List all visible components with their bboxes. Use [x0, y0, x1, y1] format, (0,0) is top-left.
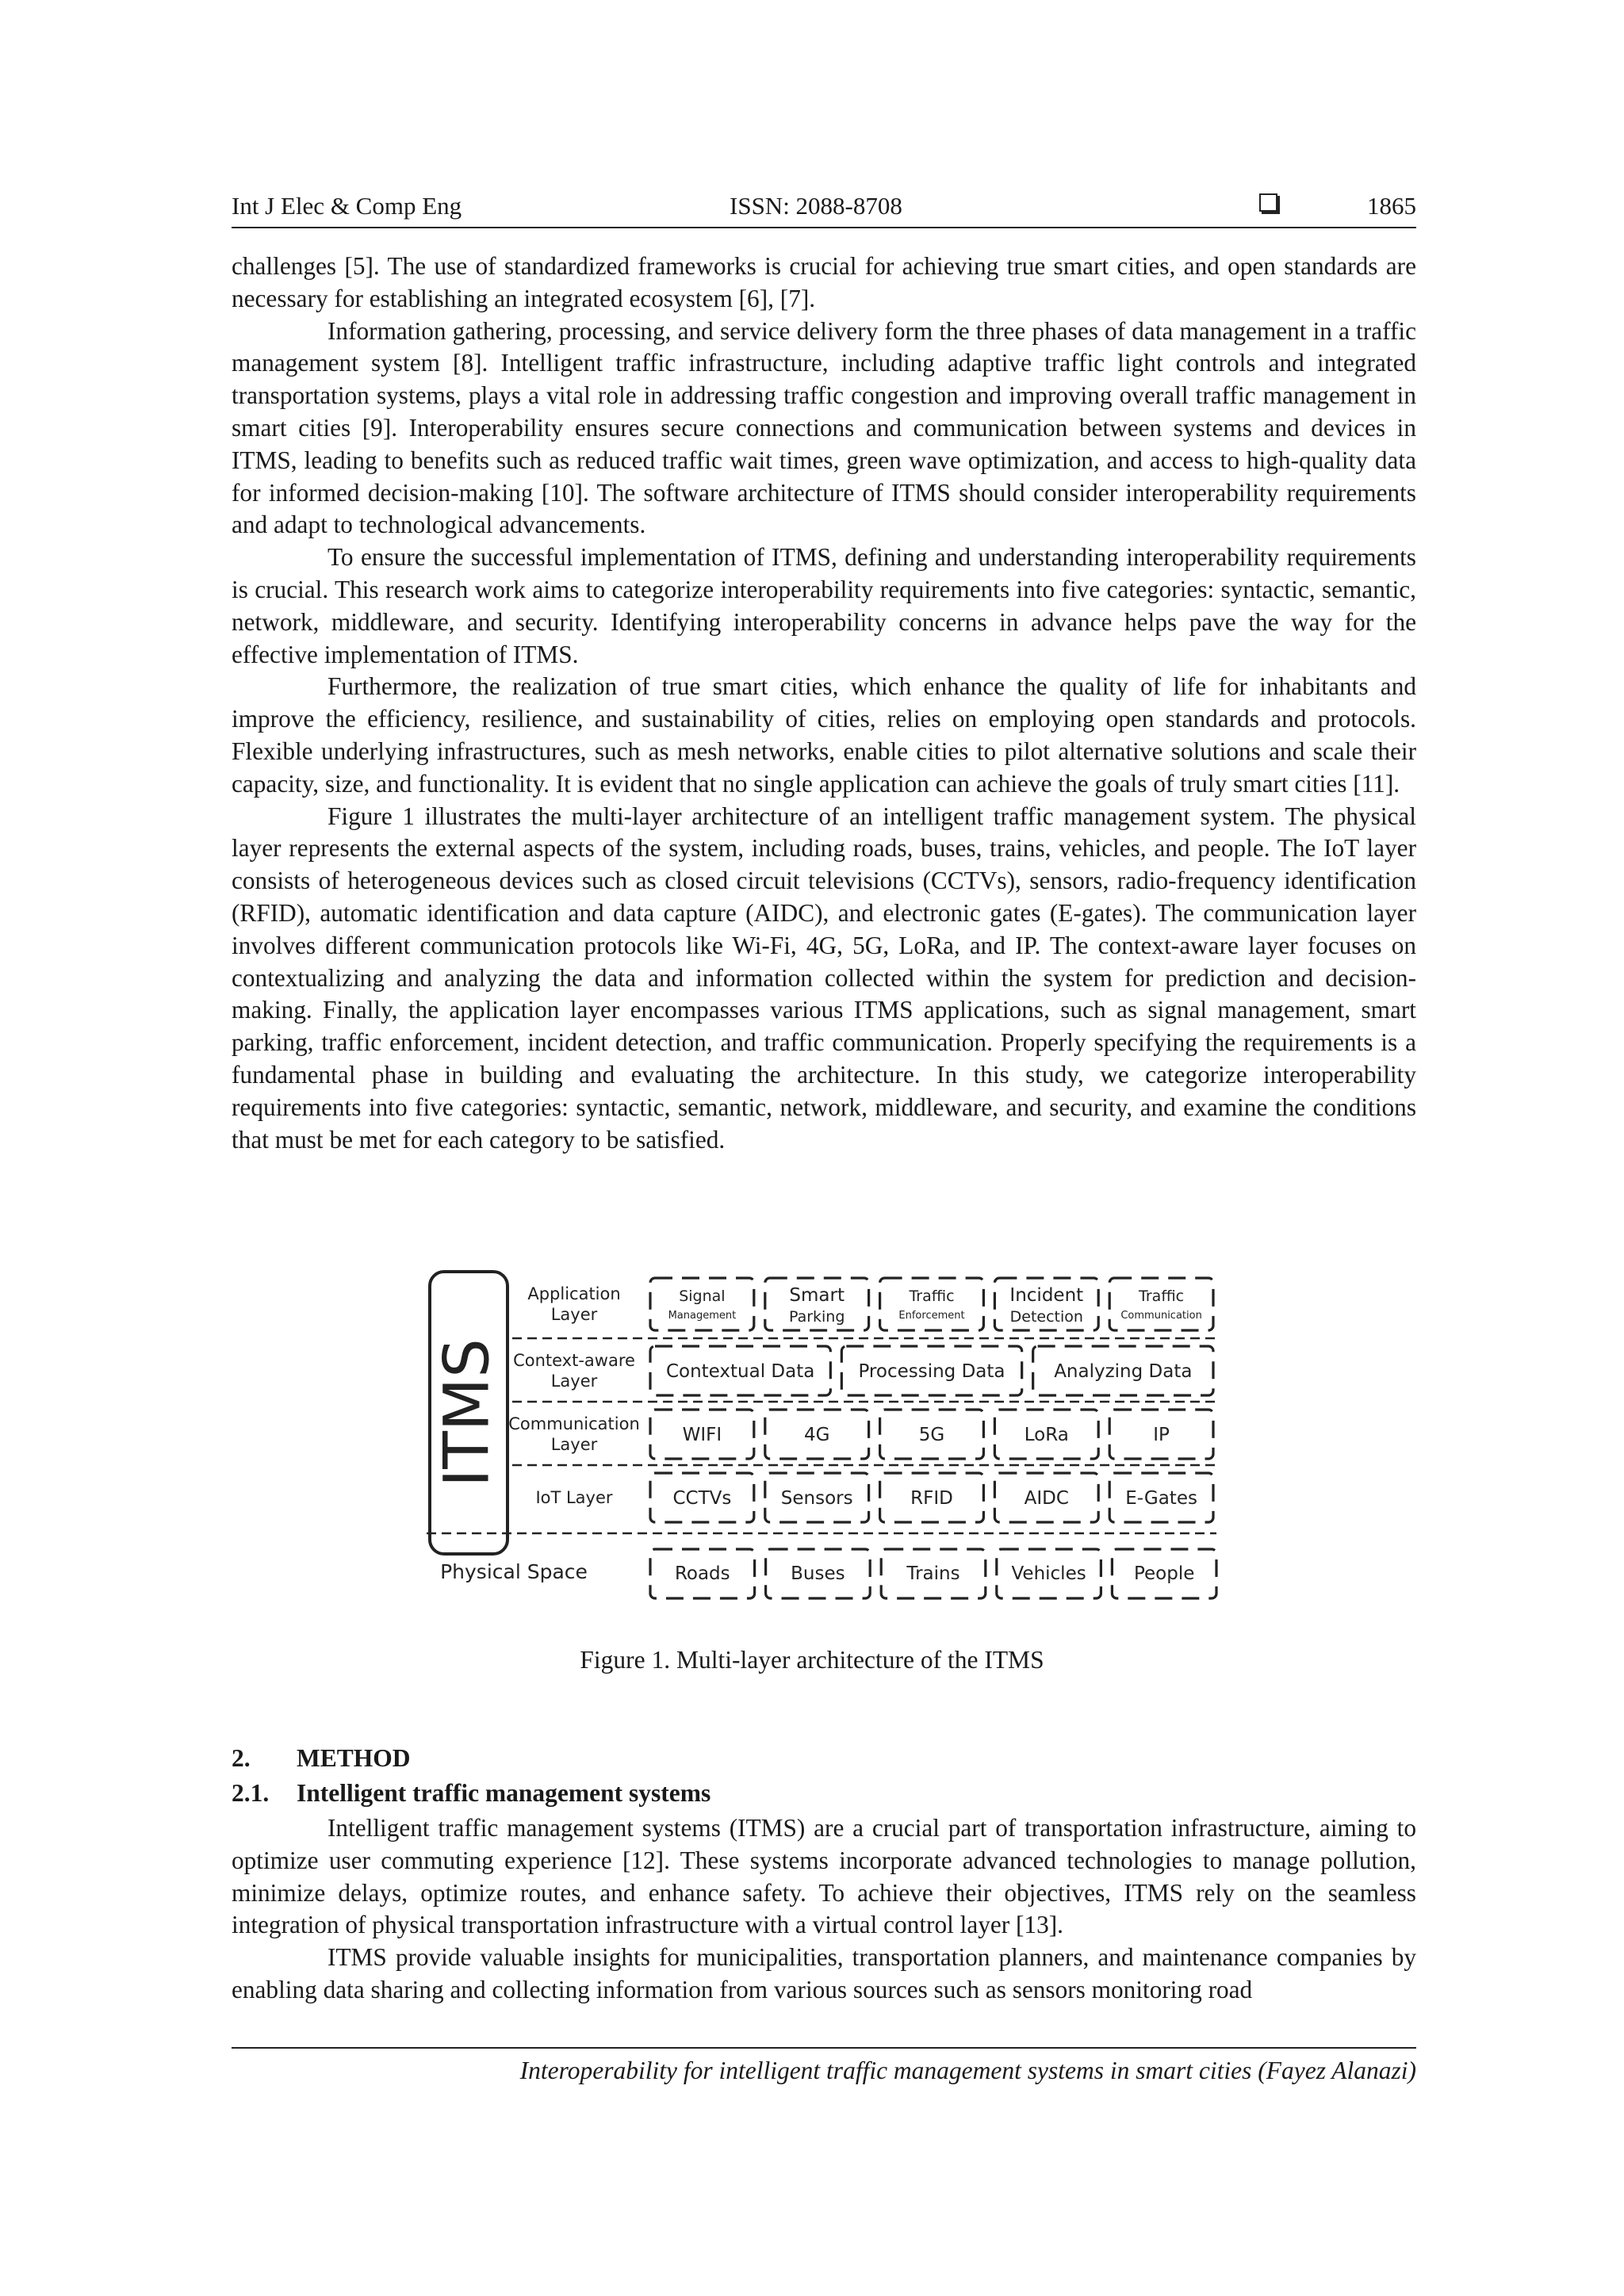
layer-name-line: Context-aware — [513, 1351, 635, 1370]
subsection-number: 2.1. — [232, 1779, 270, 1807]
layer-name-line: Application — [527, 1284, 621, 1303]
box-label — [804, 1425, 829, 1445]
paragraph: To ensure the successful implementation of ITMS, defining and understanding interoperability requirements is crucial. This research work aims to categorize interoperability requirements into five categories: syntactic, semantic, network, middleware, and security. Identifying interoperability concerns in advance helps pave the way for the effective implementation of ITMS. — [232, 543, 1416, 668]
box-label — [858, 1361, 1005, 1382]
box-label-line: E-Gates — [1125, 1488, 1197, 1509]
box-label — [668, 1288, 737, 1322]
architecture-figure — [427, 1269, 1220, 1633]
paragraph: ITMS provide valuable insights for municipalities, transportation planners, and maintenance companies by enabling data sharing and collecting information from various sources such as sensors monitoring road — [232, 1943, 1416, 2003]
physical-space-label: Physical Space — [440, 1560, 588, 1583]
box-label-line: Detection — [1009, 1308, 1083, 1326]
box-label — [1025, 1425, 1069, 1445]
box-label-line: Parking — [788, 1308, 845, 1326]
box-label-line: CCTVs — [672, 1488, 732, 1509]
layer-name — [508, 1414, 640, 1454]
layer-name-line: Layer — [550, 1435, 598, 1454]
box-label — [1025, 1488, 1069, 1509]
box-label-line: IP — [1153, 1425, 1170, 1445]
box-label-line: 4G — [803, 1425, 830, 1445]
layer-name-line: IoT Layer — [535, 1488, 613, 1507]
box-label-line: Processing Data — [858, 1361, 1005, 1382]
body-text-top — [232, 251, 1416, 1156]
box-label-line: 5G — [918, 1425, 945, 1445]
box-label-line: Smart — [789, 1285, 845, 1306]
box-label-line: Management — [668, 1310, 737, 1322]
box-label-line: RFID — [910, 1488, 953, 1509]
box-label-line: Enforcement — [898, 1310, 965, 1322]
subsection-title: Intelligent traffic management systems — [297, 1779, 711, 1807]
itms-label: ITMS — [431, 1338, 504, 1487]
paragraph: challenges [5]. The use of standardized frameworks is crucial for achieving true smart cities, and open standards are necessary for establishing an integrated ecosystem [6], [7]. — [232, 252, 1416, 312]
layer-name — [527, 1284, 620, 1324]
box-label — [919, 1425, 944, 1445]
section-title: METHOD — [297, 1744, 411, 1772]
box-label-line: Analyzing Data — [1054, 1361, 1193, 1382]
footer-rule — [232, 2047, 1416, 2049]
box-label-line: WIFI — [682, 1425, 722, 1445]
box-label — [789, 1285, 845, 1326]
box-label — [1120, 1288, 1201, 1322]
box-label — [666, 1361, 814, 1382]
itms-diagram — [427, 1269, 1220, 1633]
box-label-line: Sensors — [780, 1488, 853, 1509]
box-label-line: Traffic — [1139, 1288, 1185, 1305]
physical-item-label: Buses — [791, 1563, 845, 1584]
box-label-line: Signal — [679, 1288, 726, 1305]
box-label — [1153, 1425, 1170, 1445]
body-text-bottom — [232, 1812, 1416, 2007]
layer-name-line: Layer — [550, 1372, 598, 1391]
box-label-line: AIDC — [1024, 1488, 1069, 1509]
box-label — [1125, 1488, 1197, 1509]
box-label-line: Communication — [1120, 1310, 1202, 1322]
layer-grid — [427, 1278, 1216, 1598]
issn: ISSN: 2088-8708 — [730, 192, 902, 220]
running-footer: Interoperability for intelligent traffic management systems in smart cities (Fayez Alanazi) — [519, 2057, 1416, 2084]
layer-name-line: Layer — [550, 1305, 598, 1324]
page-number: 1865 — [1367, 192, 1416, 220]
box-label-line: Incident — [1009, 1285, 1084, 1306]
journal-name: Int J Elec & Comp Eng — [232, 192, 462, 220]
physical-item-label: People — [1133, 1563, 1195, 1584]
box-label-line: Contextual Data — [665, 1361, 815, 1382]
physical-item-label: Trains — [906, 1563, 960, 1584]
box-label — [898, 1288, 964, 1322]
physical-item-label: Vehicles — [1011, 1563, 1086, 1584]
section-heading — [232, 1744, 411, 1773]
paragraph: Information gathering, processing, and service delivery form the three phases of data management in a traffic management system [8]. Intelligent traffic infrastructure, including adaptive traffic light controls and integrated transportation systems, plays a vital role in addressing traffic congestion and improving overall traffic management in smart cities [9]. Interoperability ensures secure connections and communication between systems and devices in ITMS, leading to benefits such as reduced traffic wait times, green wave optimization, and access to high-quality data for informed decision-making [10]. The software architecture of ITMS should consider interoperability requirements and adapt to technological advancements. — [232, 316, 1416, 539]
paragraph: Intelligent traffic management systems (ITMS) are a crucial part of transportation infrastructure, aiming to optimize user commuting experience [12]. These systems incorporate advanced technologies to manage pollution, minimize delays, optimize routes, and enhance safety. To achieve their objectives, ITMS rely on the seamless integration of physical transportation infrastructure with a virtual control layer [13]. — [232, 1814, 1416, 1939]
box-label — [683, 1425, 722, 1445]
paragraph: Furthermore, the realization of true smart cities, which enhance the quality of life for inhabitants and improve the efficiency, resilience, and sustainability of cities, relies on employing open standards and protocols. Flexible underlying infrastructures, such as mesh networks, enable cities to pilot alternative solutions and scale their capacity, size, and functionality. It is evident that no single application can achieve the goals of truly smart cities [11]. — [232, 672, 1416, 798]
layer-name — [513, 1351, 635, 1391]
box-label — [1054, 1361, 1192, 1382]
figure-caption: Figure 1. Multi-layer architecture of the ITMS — [580, 1646, 1044, 1674]
box-label-line: Traffic — [909, 1288, 955, 1305]
layer-name-line: Communication — [508, 1414, 640, 1433]
layer-name — [535, 1488, 612, 1507]
section-number: 2. — [232, 1744, 251, 1772]
paragraph: Figure 1 illustrates the multi-layer architecture of an intelligent traffic management system. The physical layer represents the external aspects of the system, including roads, buses, trains, vehicles, and people. The IoT layer consists of heterogeneous devices such as closed circuit televisions (CCTVs), sensors, radio-frequency identification (RFID), automatic identification and data capture (AIDC), and electronic gates (E-gates). The communication layer involves different communication protocols like Wi-Fi, 4G, 5G, LoRa, and IP. The context-aware layer focuses on contextualizing and analyzing the data and information collected within the system for prediction and decision-making. Finally, the application layer encompasses various ITMS applications, such as signal management, smart parking, traffic enforcement, incident detection, and traffic communication. Properly specifying the requirements is a fundamental phase in building and evaluating the architecture. In this study, we categorize interoperability requirements into five categories: syntactic, semantic, network, middleware, and security, and examine the conditions that must be met for each category to be satisfied. — [232, 802, 1416, 1154]
checkbox-square-icon — [1259, 193, 1277, 212]
box-label — [910, 1488, 953, 1509]
running-header — [232, 190, 1416, 228]
subsection-heading — [232, 1779, 710, 1808]
physical-item-label: Roads — [674, 1563, 730, 1584]
box-label — [781, 1488, 853, 1509]
box-label — [1009, 1285, 1083, 1326]
box-label-line: LoRa — [1024, 1425, 1069, 1445]
box-label — [672, 1488, 731, 1509]
